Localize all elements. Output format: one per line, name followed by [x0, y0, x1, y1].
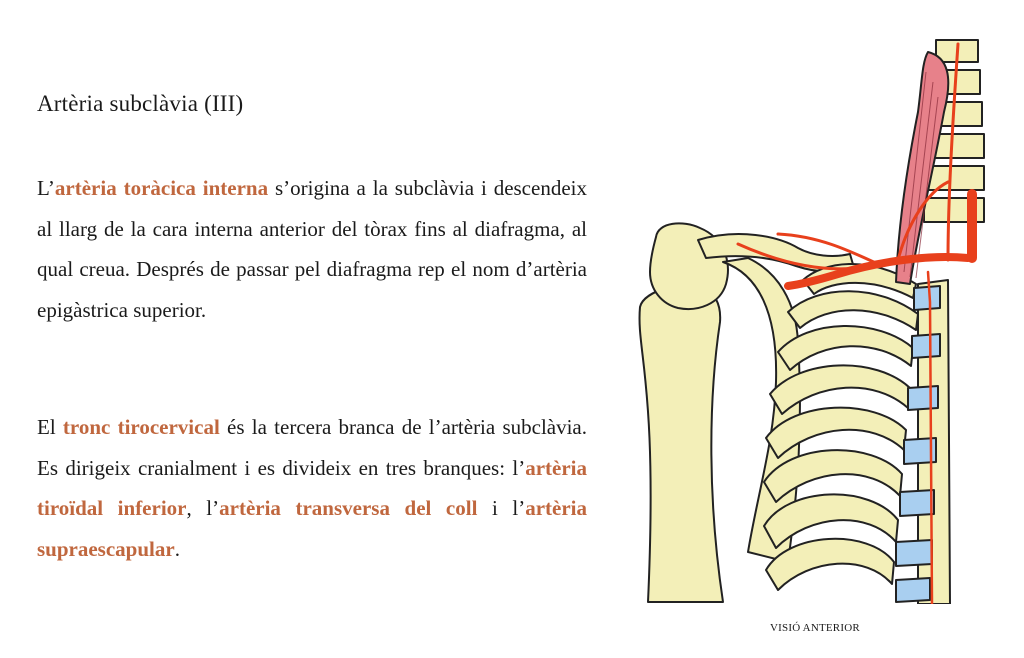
thorax-anterior-illustration [628, 22, 998, 604]
text-segment: El [37, 415, 63, 439]
term-transverse-cervical-artery: artèria transversa del coll [219, 496, 478, 520]
paragraph-internal-thoracic [37, 168, 587, 330]
text-segment: s’origina a la subclàvia i descendeix al llarg de la cara interna anterior del tòrax fins al diafragma, al qual creua. Després de passar pel diafragma rep el nom d’artèria epigàstrica superior. [37, 176, 587, 322]
costal-cartilage [900, 490, 934, 516]
term-suprascapular-artery: artèria supraescapular [37, 496, 587, 561]
text-segment: . [174, 536, 180, 561]
text-segment: L’ [37, 176, 55, 200]
rib-2 [788, 291, 918, 330]
humerus-bone [640, 283, 723, 602]
paragraph-thyrocervical-trunk [37, 407, 587, 569]
rib-3 [778, 326, 913, 370]
costal-cartilage [914, 286, 940, 310]
text-segment: , l’ [186, 496, 220, 520]
costal-cartilage [912, 334, 940, 358]
slide-title: Artèria subclàvia (III) [37, 91, 244, 116]
costal-cartilage [896, 540, 932, 566]
term-inferior-thyroid-artery: artèria tiroïdal inferior [37, 455, 587, 520]
figure-caption: VISIÓ ANTERIOR [770, 622, 860, 634]
term-internal-thoracic-artery: artèria toràcica interna [54, 176, 269, 200]
text-segment: i l’ [477, 496, 526, 520]
cervical-vertebra [926, 166, 984, 190]
costal-cartilage [896, 578, 930, 602]
term-thyrocervical-trunk: tronc tirocervical [62, 415, 220, 439]
text-segment: és la tercera branca de l’artèria subclàvia. Es dirigeix cranialment i es divideix en tres branques: l’ [37, 415, 588, 480]
costal-cartilage [908, 386, 938, 410]
